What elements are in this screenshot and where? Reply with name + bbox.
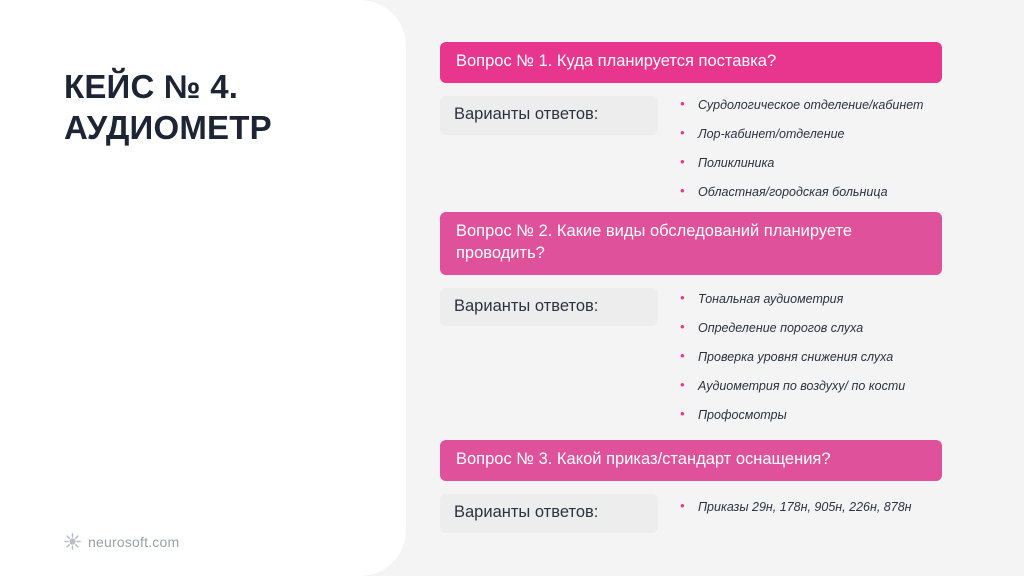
question-block-1 bbox=[440, 42, 942, 213]
answers-label-2: Варианты ответов: bbox=[440, 288, 658, 327]
answers-row-3 bbox=[440, 494, 942, 533]
answers-row-2 bbox=[440, 288, 942, 436]
list-item: • Профосмотры bbox=[680, 407, 942, 423]
left-panel bbox=[0, 0, 406, 576]
questions-column bbox=[440, 0, 1000, 576]
brand-name: neurosoft.com bbox=[88, 533, 180, 550]
list-item: • Тональная аудиометрия bbox=[680, 291, 942, 307]
list-item: • Проверка уровня снижения слуха bbox=[680, 349, 942, 365]
question-bar-2: Вопрос № 2. Какие виды обследований планируете проводить? bbox=[440, 212, 942, 275]
list-item: • Приказы 29н, 178н, 905н, 226н, 878н bbox=[680, 499, 942, 515]
question-block-2 bbox=[440, 212, 942, 436]
list-item: • Аудиометрия по воздуху/ по кости bbox=[680, 378, 942, 394]
answers-label-3: Варианты ответов: bbox=[440, 494, 658, 533]
answers-list-3 bbox=[658, 494, 942, 515]
question-bar-1: Вопрос № 1. Куда планируется поставка? bbox=[440, 42, 942, 83]
list-item: • Областная/городская больница bbox=[680, 184, 942, 200]
neurosoft-logo-icon bbox=[64, 533, 81, 550]
question-block-3 bbox=[440, 440, 942, 533]
answers-row-1 bbox=[440, 96, 942, 213]
list-item: • Сурдологическое отделение/кабинет bbox=[680, 97, 942, 113]
list-item: • Поликлиника bbox=[680, 155, 942, 171]
page-title-line-2: АУДИОМЕТР bbox=[64, 109, 272, 147]
brand-logo bbox=[64, 533, 179, 550]
page-title-line-1: КЕЙС № 4. bbox=[64, 68, 239, 105]
answers-label-1: Варианты ответов: bbox=[440, 96, 658, 135]
answers-list-2 bbox=[658, 288, 942, 436]
page-title bbox=[64, 66, 384, 149]
list-item: • Лор-кабинет/отделение bbox=[680, 126, 942, 142]
list-item: • Определение порогов слуха bbox=[680, 320, 942, 336]
question-bar-3: Вопрос № 3. Какой приказ/стандарт оснащения? bbox=[440, 440, 942, 481]
answers-list-1 bbox=[658, 96, 942, 213]
